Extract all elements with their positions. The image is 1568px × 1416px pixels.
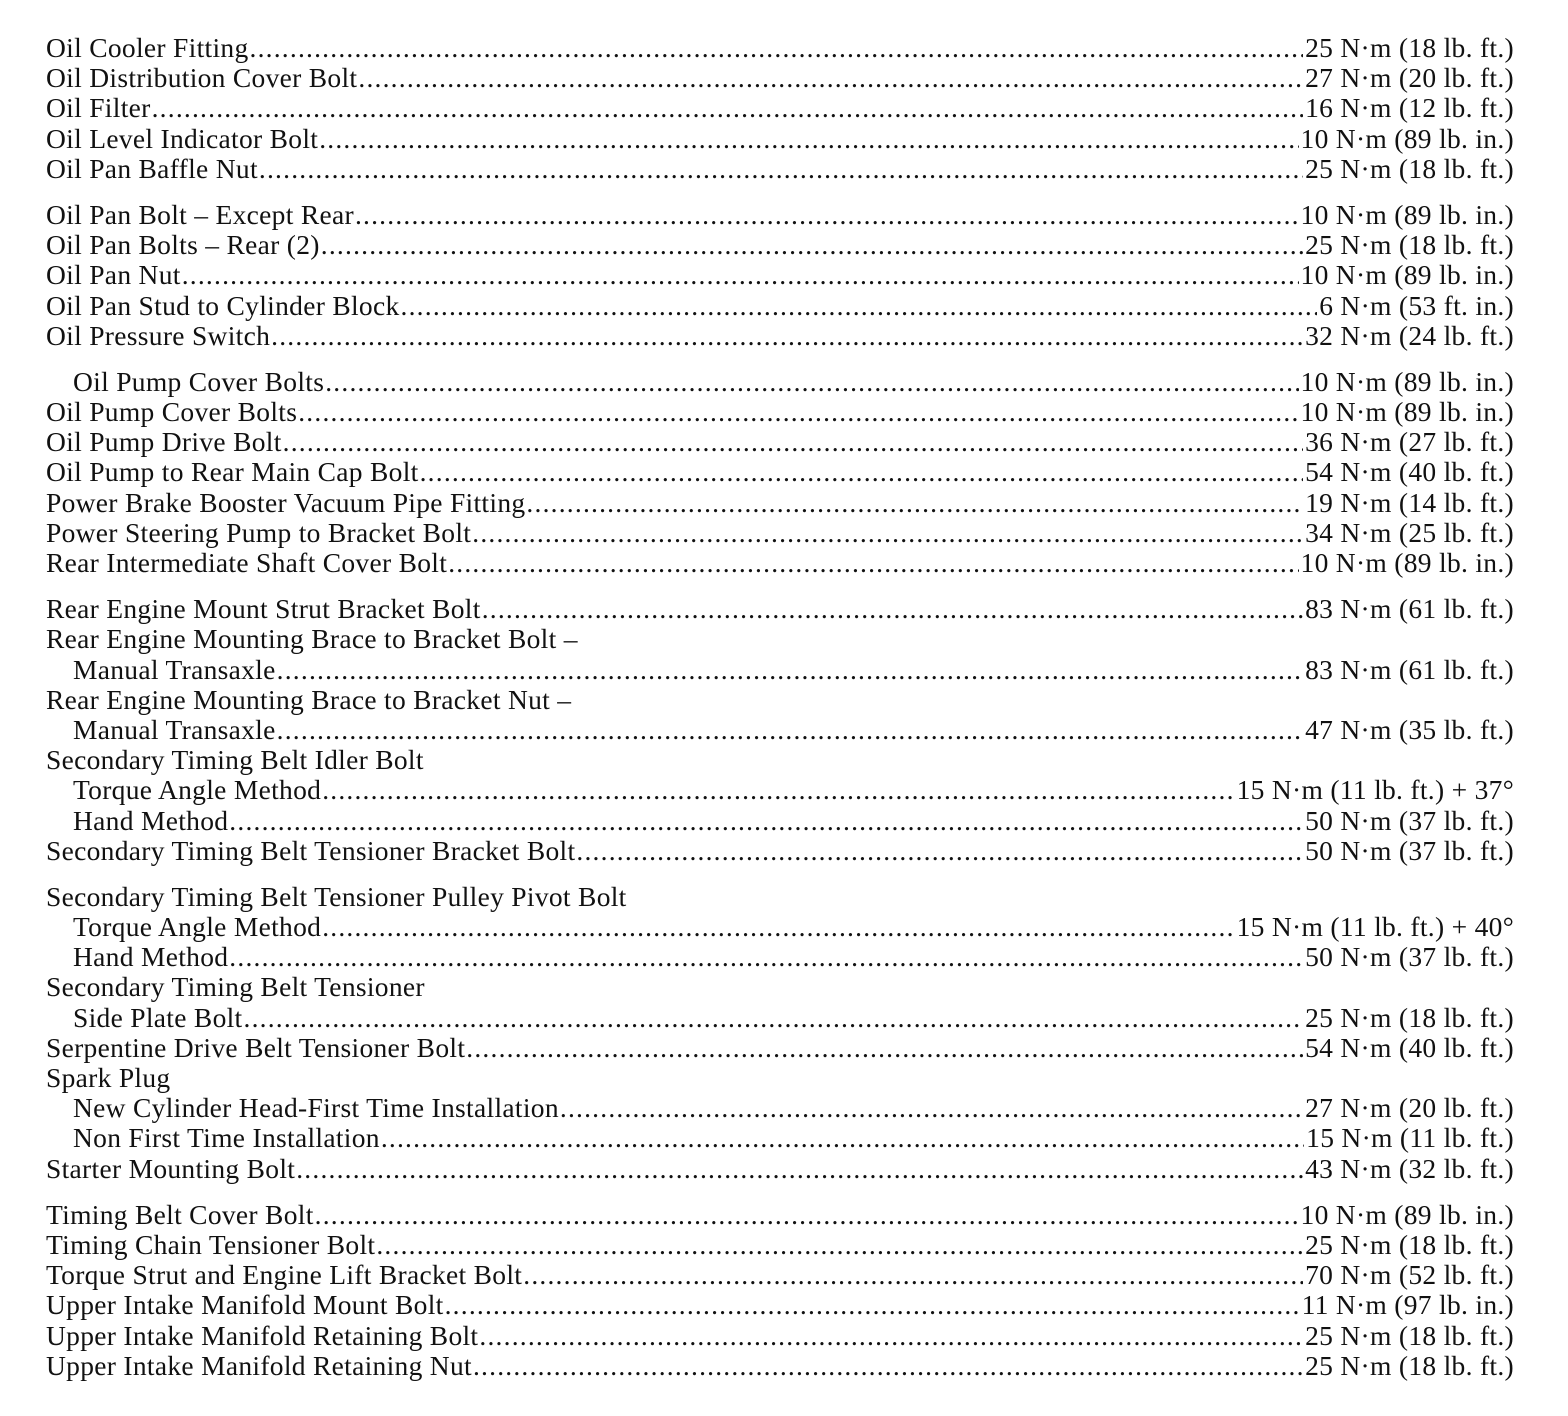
- leader-dots: [152, 93, 1304, 123]
- spec-label: Timing Chain Tensioner Bolt: [46, 1229, 376, 1260]
- leader-dots: [283, 427, 1303, 457]
- leader-dots: [376, 1230, 1303, 1260]
- leader-dots: [277, 655, 1303, 685]
- spec-value: 15 N·m (11 lb. ft.) + 37°: [1236, 775, 1514, 806]
- spec-label: Manual Transaxle: [73, 714, 276, 745]
- spec-value: 54 N·m (40 lb. ft.): [1305, 1032, 1514, 1063]
- spec-label: Oil Pan Bolt – Except Rear: [46, 199, 354, 230]
- spec-heading-row: [46, 972, 1514, 1002]
- spec-row: [46, 775, 1514, 805]
- spec-label: Oil Pan Bolts – Rear (2): [46, 230, 320, 261]
- spec-value: 27 N·m (20 lb. ft.): [1305, 63, 1514, 94]
- spec-value: 10 N·m (89 lb. in.): [1300, 123, 1514, 154]
- spec-value: 43 N·m (32 lb. ft.): [1305, 1153, 1514, 1184]
- leader-dots: [322, 912, 1234, 942]
- spec-row: [46, 93, 1514, 123]
- spec-value: 50 N·m (37 lb. ft.): [1305, 835, 1514, 866]
- leader-dots: [271, 321, 1303, 351]
- spec-value: 34 N·m (25 lb. ft.): [1305, 517, 1514, 548]
- spec-label: Secondary Timing Belt Idler Bolt: [46, 745, 424, 776]
- spec-label: Oil Pump Cover Bolts: [46, 397, 298, 428]
- spec-value: 27 N·m (20 lb. ft.): [1305, 1093, 1514, 1124]
- spec-label: Hand Method: [73, 805, 229, 836]
- spec-value: 50 N·m (37 lb. ft.): [1305, 942, 1514, 973]
- spec-label: Torque Angle Method: [73, 775, 322, 806]
- spec-label: Secondary Timing Belt Tensioner Bracket Bolt: [46, 835, 576, 866]
- spec-row: [46, 1230, 1514, 1260]
- spec-row: [46, 1290, 1514, 1320]
- spec-label: Upper Intake Manifold Mount Bolt: [46, 1290, 444, 1321]
- spec-value: 15 N·m (11 lb. ft.) + 40°: [1236, 912, 1514, 943]
- spec-label: Secondary Timing Belt Tensioner Pulley Pivot Bolt: [46, 881, 627, 912]
- spec-row: [46, 548, 1514, 578]
- leader-dots: [576, 836, 1303, 866]
- leader-dots: [319, 124, 1298, 154]
- spec-label: Rear Intermediate Shaft Cover Bolt: [46, 548, 448, 578]
- spec-label: Manual Transaxle: [73, 654, 276, 685]
- spec-row: [46, 488, 1514, 518]
- leader-dots: [322, 775, 1234, 805]
- spec-value: 32 N·m (24 lb. ft.): [1305, 320, 1514, 351]
- spec-row: [46, 1351, 1514, 1381]
- spec-row: [46, 63, 1514, 93]
- leader-dots: [479, 1321, 1303, 1351]
- spec-row: [46, 715, 1514, 745]
- spec-row: [46, 200, 1514, 230]
- spec-label: Oil Pressure Switch: [46, 320, 271, 351]
- spec-value: 25 N·m (18 lb. ft.): [1305, 1350, 1514, 1381]
- leader-dots: [229, 806, 1303, 836]
- leader-dots: [526, 488, 1303, 518]
- spec-label: Starter Mounting Bolt: [46, 1153, 296, 1184]
- leader-dots: [277, 715, 1303, 745]
- leader-dots: [229, 942, 1303, 972]
- spec-row: [46, 1321, 1514, 1351]
- spec-value: 10 N·m (89 lb. in.): [1300, 1199, 1514, 1230]
- spec-value: 10 N·m (89 lb. in.): [1300, 260, 1514, 291]
- spec-value: 16 N·m (12 lb. ft.): [1305, 93, 1514, 124]
- leader-dots: [355, 200, 1299, 230]
- spec-row: [46, 260, 1514, 290]
- leader-dots: [244, 1003, 1304, 1033]
- spec-row: [46, 1260, 1514, 1290]
- leader-dots: [296, 1154, 1303, 1184]
- leader-dots: [482, 594, 1303, 624]
- spec-value: 19 N·m (14 lb. ft.): [1305, 487, 1514, 518]
- spec-row: [46, 33, 1514, 63]
- spec-row: [46, 154, 1514, 184]
- leader-dots: [259, 154, 1303, 184]
- spec-label: Oil Pan Nut: [46, 260, 181, 291]
- spec-label: Upper Intake Manifold Retaining Nut: [46, 1350, 472, 1381]
- spec-row: [46, 291, 1514, 321]
- spec-value: 11 N·m (97 lb. in.): [1301, 1290, 1514, 1321]
- spec-label: Torque Angle Method: [73, 912, 322, 943]
- spec-value: 25 N·m (18 lb. ft.): [1305, 153, 1514, 184]
- spec-label: Torque Strut and Engine Lift Bracket Bolt: [46, 1260, 523, 1291]
- spec-row: [46, 942, 1514, 972]
- spec-value: 50 N·m (37 lb. ft.): [1305, 805, 1514, 836]
- spec-row: [46, 367, 1514, 397]
- spec-label: Secondary Timing Belt Tensioner: [46, 972, 425, 1003]
- spec-value: 25 N·m (18 lb. ft.): [1305, 230, 1514, 261]
- spec-label: Serpentine Drive Belt Tensioner Bolt: [46, 1032, 466, 1063]
- spec-value: 6 N·m (53 ft. in.): [1319, 290, 1514, 321]
- torque-specifications-list: [46, 33, 1514, 1381]
- spec-row: [46, 124, 1514, 154]
- spec-row: [46, 1093, 1514, 1123]
- spec-label: Oil Pan Stud to Cylinder Block: [46, 290, 400, 321]
- spec-label: Oil Pan Baffle Nut: [46, 153, 258, 184]
- spec-label: Oil Level Indicator Bolt: [46, 123, 319, 154]
- spec-row: [46, 912, 1514, 942]
- leader-dots: [466, 1033, 1303, 1063]
- spec-row: [46, 1154, 1514, 1184]
- spec-row: [46, 427, 1514, 457]
- spec-value: 15 N·m (11 lb. ft.): [1306, 1123, 1514, 1154]
- spec-value: 83 N·m (61 lb. ft.): [1305, 594, 1514, 625]
- spec-row: [46, 594, 1514, 624]
- leader-dots: [381, 1123, 1304, 1153]
- leader-dots: [445, 1290, 1300, 1320]
- spec-row: [46, 836, 1514, 866]
- spec-row: [46, 655, 1514, 685]
- spec-row: [46, 1123, 1514, 1153]
- spec-label: Side Plate Bolt: [73, 1002, 243, 1033]
- spec-label: Power Steering Pump to Bracket Bolt: [46, 517, 472, 548]
- spec-label: Power Brake Booster Vacuum Pipe Fitting: [46, 487, 526, 518]
- spec-row: [46, 457, 1514, 487]
- spec-label: Hand Method: [73, 942, 229, 973]
- leader-dots: [560, 1093, 1303, 1123]
- spec-label: Rear Engine Mounting Brace to Bracket Bolt –: [46, 624, 578, 655]
- spec-row: [46, 806, 1514, 836]
- spec-value: 36 N·m (27 lb. ft.): [1305, 427, 1514, 458]
- spec-label: Oil Pump Drive Bolt: [46, 427, 282, 458]
- leader-dots: [325, 367, 1298, 397]
- spec-row: [46, 230, 1514, 260]
- spec-value: 10 N·m (89 lb. in.): [1300, 548, 1514, 578]
- leader-dots: [182, 260, 1299, 290]
- spec-row: [46, 397, 1514, 427]
- leader-dots: [401, 291, 1318, 321]
- spec-row: [46, 1003, 1514, 1033]
- spec-value: 25 N·m (18 lb. ft.): [1305, 1002, 1514, 1033]
- spec-label: Upper Intake Manifold Retaining Bolt: [46, 1320, 479, 1351]
- leader-dots: [448, 548, 1298, 578]
- spec-row: [46, 1033, 1514, 1063]
- spec-value: 10 N·m (89 lb. in.): [1300, 366, 1514, 397]
- spec-value: 25 N·m (18 lb. ft.): [1305, 33, 1514, 63]
- spec-row: [46, 321, 1514, 351]
- spec-label: Oil Distribution Cover Bolt: [46, 63, 358, 94]
- spec-value: 70 N·m (52 lb. ft.): [1305, 1260, 1514, 1291]
- spec-label: Oil Pump to Rear Main Cap Bolt: [46, 457, 419, 488]
- spec-label: Oil Cooler Fitting: [46, 33, 249, 63]
- spec-label: Spark Plug: [46, 1063, 171, 1093]
- leader-dots: [358, 63, 1303, 93]
- spec-label: Oil Pump Cover Bolts: [73, 366, 325, 397]
- leader-dots: [523, 1260, 1303, 1290]
- spec-label: Oil Filter: [46, 93, 151, 124]
- spec-heading-row: [46, 624, 1514, 654]
- spec-heading-row: [46, 745, 1514, 775]
- leader-dots: [250, 33, 1304, 63]
- spec-label: Rear Engine Mount Strut Bracket Bolt: [46, 594, 481, 625]
- spec-heading-row: [46, 1063, 1514, 1093]
- spec-heading-row: [46, 882, 1514, 912]
- spec-value: 25 N·m (18 lb. ft.): [1305, 1320, 1514, 1351]
- spec-value: 54 N·m (40 lb. ft.): [1305, 457, 1514, 488]
- spec-label: New Cylinder Head-First Time Installation: [73, 1093, 559, 1124]
- leader-dots: [472, 518, 1303, 548]
- leader-dots: [321, 230, 1303, 260]
- spec-value: 47 N·m (35 lb. ft.): [1305, 714, 1514, 745]
- spec-label: Non First Time Installation: [73, 1123, 380, 1154]
- spec-row: [46, 1200, 1514, 1230]
- leader-dots: [315, 1200, 1299, 1230]
- leader-dots: [298, 397, 1298, 427]
- spec-value: 25 N·m (18 lb. ft.): [1305, 1229, 1514, 1260]
- spec-label: Timing Belt Cover Bolt: [46, 1199, 314, 1230]
- leader-dots: [420, 457, 1304, 487]
- spec-row: [46, 518, 1514, 548]
- spec-value: 10 N·m (89 lb. in.): [1300, 397, 1514, 428]
- spec-label: Rear Engine Mounting Brace to Bracket Nut –: [46, 684, 572, 715]
- leader-dots: [473, 1351, 1303, 1381]
- spec-heading-row: [46, 685, 1514, 715]
- spec-value: 10 N·m (89 lb. in.): [1300, 199, 1514, 230]
- spec-value: 83 N·m (61 lb. ft.): [1305, 654, 1514, 685]
